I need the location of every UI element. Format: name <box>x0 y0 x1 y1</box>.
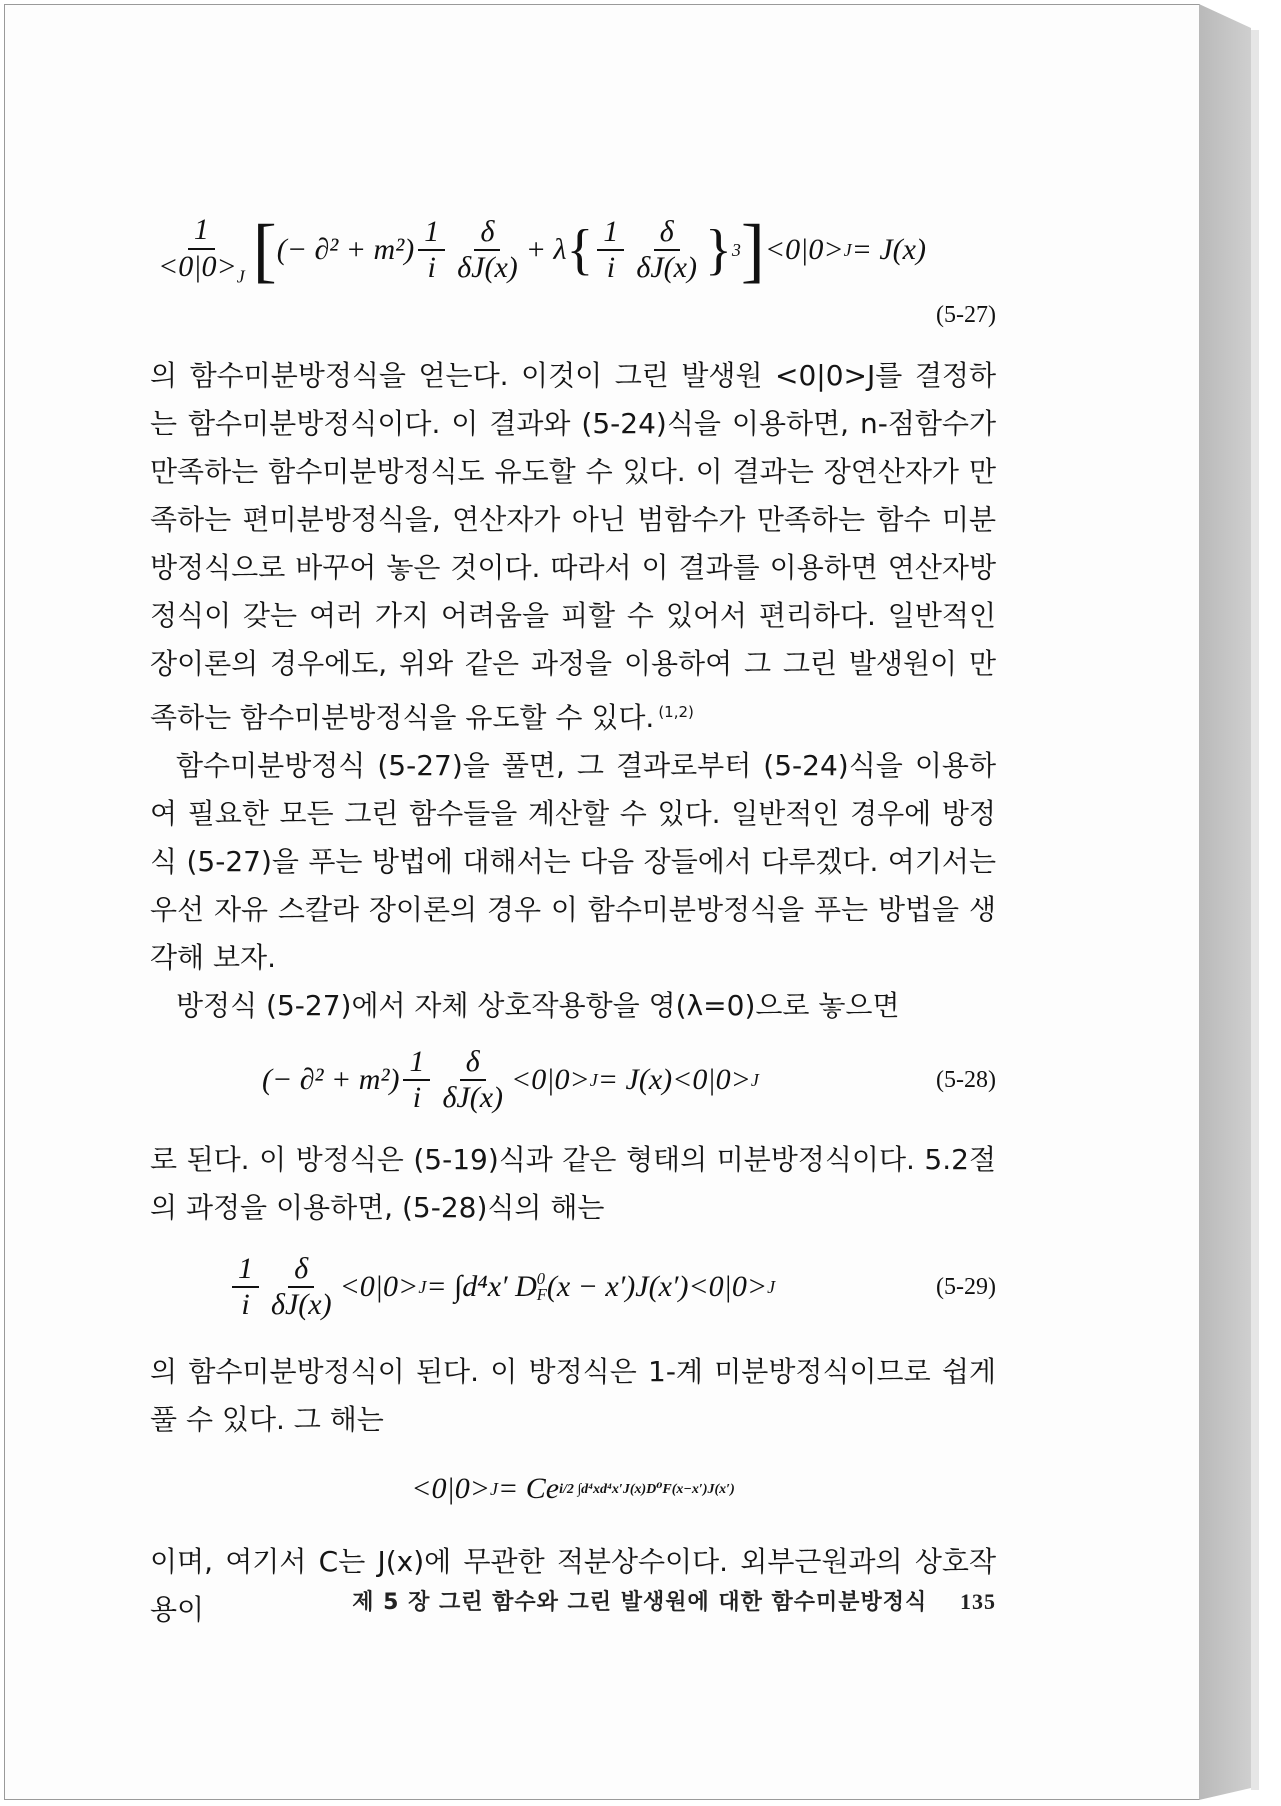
paragraph: 이며, 여기서 C는 J(x)에 무관한 적분상수이다. 외부근원과의 상호작용이 <box>150 1545 996 1626</box>
chapter-title: 제 5 장 그린 함수와 그린 발생원에 대한 함수미분방정식 <box>352 1590 928 1615</box>
equation-5-29: $\frac{1}{i}$ $\frac{\delta}{\delta J(x)}$ <0|0> J = ∫d⁴x′ D 0 F (x − x′)J(x′)<0|0> J (5-29) <box>150 1232 996 1342</box>
eq-operator: (− ∂² + m²) <box>276 233 415 266</box>
running-footer <box>150 1585 996 1616</box>
page-edge-shadow <box>1251 30 1259 1790</box>
page-content <box>150 200 996 1634</box>
page-edge <box>1199 4 1251 1800</box>
equation-number: (5-28) <box>936 1066 996 1093</box>
eq-fraction <box>154 213 249 286</box>
paragraph: 방정식 (5-27)에서 자체 상호작용항을 영(λ=0)으로 놓으면 <box>176 989 900 1022</box>
paragraph: 로 된다. 이 방정식은 (5-19)식과 같은 형태의 미분방정식이다. 5.2절의 과정을 이용하면, (5-28)식의 해는 <box>150 1143 996 1224</box>
paragraph: 의 함수미분방정식이 된다. 이 방정식은 1-계 미분방정식이므로 쉽게 풀 수 있다. 그 해는 <box>150 1355 996 1436</box>
citation: (1,2) <box>658 703 694 721</box>
paragraph: 함수미분방정식 (5-27)을 풀면, 그 결과로부터 (5-24)식을 이용하여 필요한 모든 그린 함수들을 계산할 수 있다. 일반적인 경우에 방정식 (5-27)을 푸는 방법에 대해서는 다음 장들에서 다루겠다. 여기서는 우선 자유 스칼라 장이론의 경우 이 함수미분방정식을 푸는 방법을 생각해 보자. <box>150 749 996 974</box>
eq-denominator: $<0|0>_J$ <box>158 249 245 287</box>
equation-number: (5-29) <box>936 1273 996 1300</box>
open-bracket: [ <box>252 210 277 290</box>
equation-5-28: (− ∂² + m²) $\frac{1}{i}$ $\frac{\delta}{\delta J(x)}$ <0|0> J = J(x)<0|0> J (5-28) <box>262 1044 996 1114</box>
equation-solution: <0|0> J = Ce i/2 ∫d⁴xd⁴x′J(x)D⁰F(x−x′)J(x′) <box>411 1472 735 1505</box>
equation-number: (5-27) <box>936 302 996 328</box>
lambda-term: + λ <box>525 233 567 266</box>
paragraph: 의 함수미분방정식을 얻는다. 이것이 그린 발생원 <0|0>J를 결정하는 함수미분방정식이다. 이 결과와 (5-24)식을 이용하면, n-점함수가 만족하는 함수미분방정식도 유도할 수 있다. 이 결과는 장연산자가 만족하는 편미분방정식을, 연산자가 아닌 범함수가 만족하는 함수 미분방정식으로 바꾸어 놓은 것이다. 따라서 이 결과를 이용하면 연산자방정식이 갖는 여러 가지 어려움을 피할 수 있어서 편리하다. 일반적인 장이론의 경우에도, 위와 같은 과정을 이용하여 그 그린 발생원이 만족하는 함수미분방정식을 유도할 수 있다. $^{(1,2)}$ <box>150 359 996 734</box>
eq-numerator: 1 <box>188 213 215 250</box>
equation-5-27: $\frac{1}{<0|0>_J}$ [ (− ∂² + m²) $\frac{1}{i}$ $\frac{\delta}{\delta J(x)}$ + λ { $\frac{1}{i}$ $\frac{\delta}{\delta J(x)}$ } 3 ] <0|0> J = J(x) <box>150 200 996 300</box>
page-number: 135 <box>960 1589 996 1614</box>
